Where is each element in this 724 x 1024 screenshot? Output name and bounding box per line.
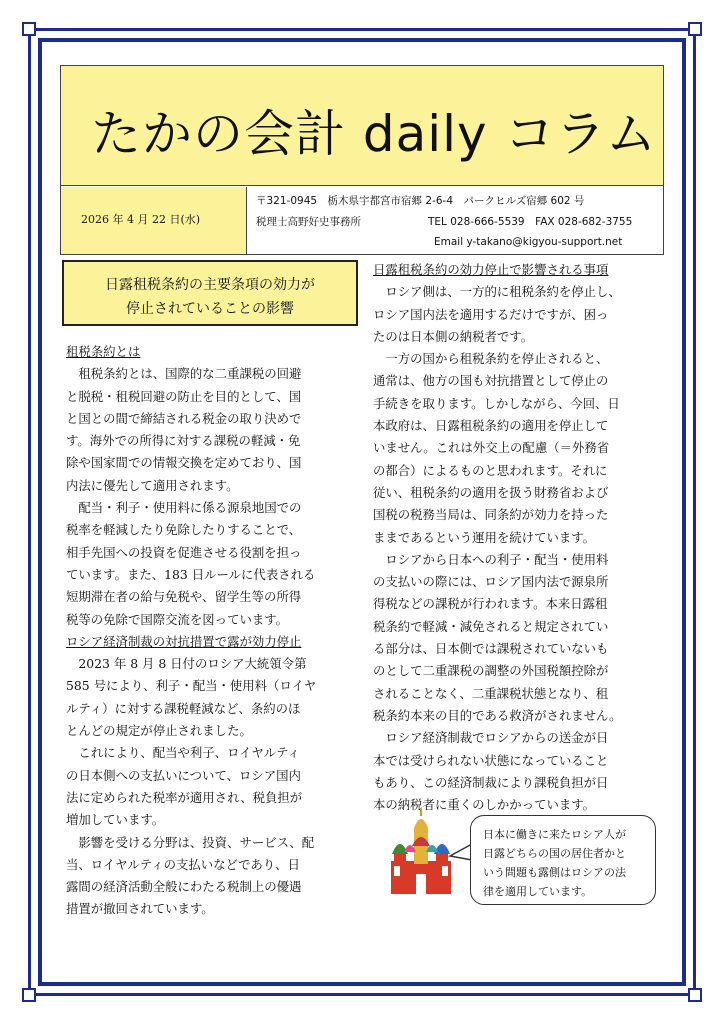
text-line: もあり、この経済制裁により課税負担が日: [373, 774, 609, 790]
text-line: 税条約で軽減・減免されると規定されてい: [373, 618, 609, 634]
text-line: 本の納税者に重くのしかかっています。: [373, 797, 596, 813]
text-line: ロシアから日本への利子・配当・使用料: [385, 551, 609, 567]
section-heading-sanctions: ロシア経済制裁の対抗措置で露が効力停止: [66, 633, 302, 649]
text-line: 従い、租税条約の適用を扱う財務省および: [373, 484, 609, 500]
header-box: [60, 65, 664, 255]
frame-corner-top-right: [688, 22, 702, 36]
text-line: 租税条約とは、国際的な二重課税の回避: [78, 366, 302, 382]
date-area: [61, 187, 247, 254]
frame-corner-top-left: [22, 22, 36, 36]
text-line: ままであるという運用を続けています。: [373, 529, 596, 545]
bubble-line: いう問題も露側はロシアの法: [483, 866, 626, 879]
paragraph: [66, 363, 356, 497]
bubble-line: 律を適用しています。: [483, 885, 593, 898]
paragraph: [66, 742, 356, 831]
text-line: 本政府は、日露租税条約の適用を停止して: [373, 418, 609, 434]
text-line: 内法に優先して適用されます。: [66, 477, 239, 493]
text-line: と国との間で締結される税金の取り決めで: [66, 410, 302, 426]
bubble-line: 日露どちらの国の居住者かと: [483, 847, 626, 860]
office-phone-fax: TEL 028-666-5539 FAX 028-682-3755: [428, 216, 633, 228]
text-line: の都合）によるものと思われます。それに: [373, 462, 608, 478]
frame-corner-bottom-right: [688, 988, 702, 1002]
text-line: 本では受けられない状態になっていること: [373, 752, 609, 768]
bubble-line: 日本に働きに来たロシア人が: [483, 828, 626, 841]
text-line: ルティ）に対する課税軽減など、条約のほ: [66, 700, 301, 716]
office-address: 〒321-0945 栃木県宇都宮市宿郷 2-6-4 パークヒルズ宿郷 602 号: [256, 195, 585, 207]
text-line: されることなく、二重課税状態となり、租: [373, 685, 609, 701]
page-title: たかの会計 daily コラム: [91, 105, 658, 163]
paragraph: [66, 832, 356, 921]
text-line: 増加しています。: [66, 812, 165, 828]
text-line: 法に定められた税率が適用され、税負担が: [66, 789, 303, 805]
paragraph: [373, 549, 659, 727]
text-line: とんどの規定が停止されました。: [66, 723, 252, 739]
banner-line-2: 停止されていることの影響: [126, 301, 294, 317]
text-line: る部分は、日本側では課税されていないも: [373, 641, 609, 657]
text-line: 税等の免除で国際交流を図っています。: [66, 611, 289, 627]
text-line: ロシア経済制裁でロシアからの送金が日: [385, 730, 609, 746]
text-line: のとして二重課税の調整の外国税額控除が: [373, 663, 609, 679]
text-line: 税率を軽減したり免除したりすることで、: [66, 522, 302, 538]
text-line: 当、ロイヤルティの支払いなどであり、日: [66, 856, 300, 872]
text-line: と脱税・租税回避の防止を目的として、国: [66, 388, 302, 404]
text-line: の日本側への支払いについて、ロシア国内: [66, 767, 301, 783]
text-line: の支払いの際には、ロシア国内法で源泉所: [373, 574, 609, 590]
right-column: [373, 259, 659, 816]
text-line: 通常は、他方の国も対抗措置として停止の: [373, 373, 609, 389]
text-line: 国税の税務当局は、同条約が効力を持った: [373, 507, 609, 523]
text-line: 2023 年 8 月 8 日付のロシア大統領令第: [78, 656, 307, 672]
banner-line-1: 日露租税条約の主要条項の効力が: [105, 277, 315, 293]
text-line: 影響を受ける分野は、投資、サービス、配: [78, 834, 315, 850]
frame-corner-bottom-left: [22, 988, 36, 1002]
text-line: ています。また、183 日ルールに代表される: [66, 566, 316, 582]
text-line: 措置が撤回されています。: [66, 901, 214, 917]
text-line: 相手先国への投資を促進させる役割を担っ: [66, 544, 302, 560]
left-column: [66, 341, 356, 921]
text-line: 露間の経済活動全般にわたる税制上の優遇: [66, 879, 302, 895]
contact-area: [248, 187, 663, 254]
text-line: 税条約本来の目的である救済がされません。: [373, 707, 622, 723]
paragraph: [373, 348, 659, 549]
paragraph: [373, 281, 659, 348]
text-line: 短期滞在者の給与免税や、留学生等の所得: [66, 589, 302, 605]
office-email: Email y-takano@kigyou-support.net: [434, 236, 623, 248]
title-area: [61, 66, 663, 186]
text-line: たのは日本側の納税者です。: [373, 328, 534, 344]
text-line: ロシア国内法を適用するだけですが、困っ: [373, 306, 609, 322]
text-line: ロシア側は、一方的に租税条約を停止し、: [385, 284, 621, 300]
issue-date: 2026 年 4 月 22 日(水): [81, 213, 201, 226]
text-line: 585 号により、利子・配当・使用料（ロイヤ: [66, 678, 317, 694]
text-line: 得税などの課税が行われます。本来日露租: [373, 596, 608, 612]
text-line: 手続きを取ります。しかしながら、今回、日: [373, 395, 620, 411]
article-title-banner: [62, 260, 358, 326]
text-line: これにより、配当や利子、ロイヤルティ: [78, 745, 300, 761]
paragraph: [66, 497, 356, 631]
text-line: 除や国家間での情報交換を定めており、国: [66, 455, 302, 471]
onion-dome-church-icon: [386, 806, 456, 896]
text-line: いません。これは外交上の配慮（＝外務省: [373, 440, 610, 456]
text-line: 一方の国から租税条約を停止されると、: [385, 351, 609, 367]
paragraph: [373, 727, 659, 816]
office-name: 税理士高野好史事務所: [256, 216, 361, 228]
speech-bubble: [470, 815, 656, 905]
section-heading-effects: 日露租税条約の効力停止で影響される事項: [373, 262, 609, 277]
text-line: 配当・利子・使用料に係る源泉地国での: [78, 500, 302, 516]
paragraph: [66, 653, 356, 742]
section-heading-tax-treaty: 租税条約とは: [66, 344, 141, 359]
text-line: す。海外での所得に対する課税の軽減・免: [66, 433, 301, 449]
